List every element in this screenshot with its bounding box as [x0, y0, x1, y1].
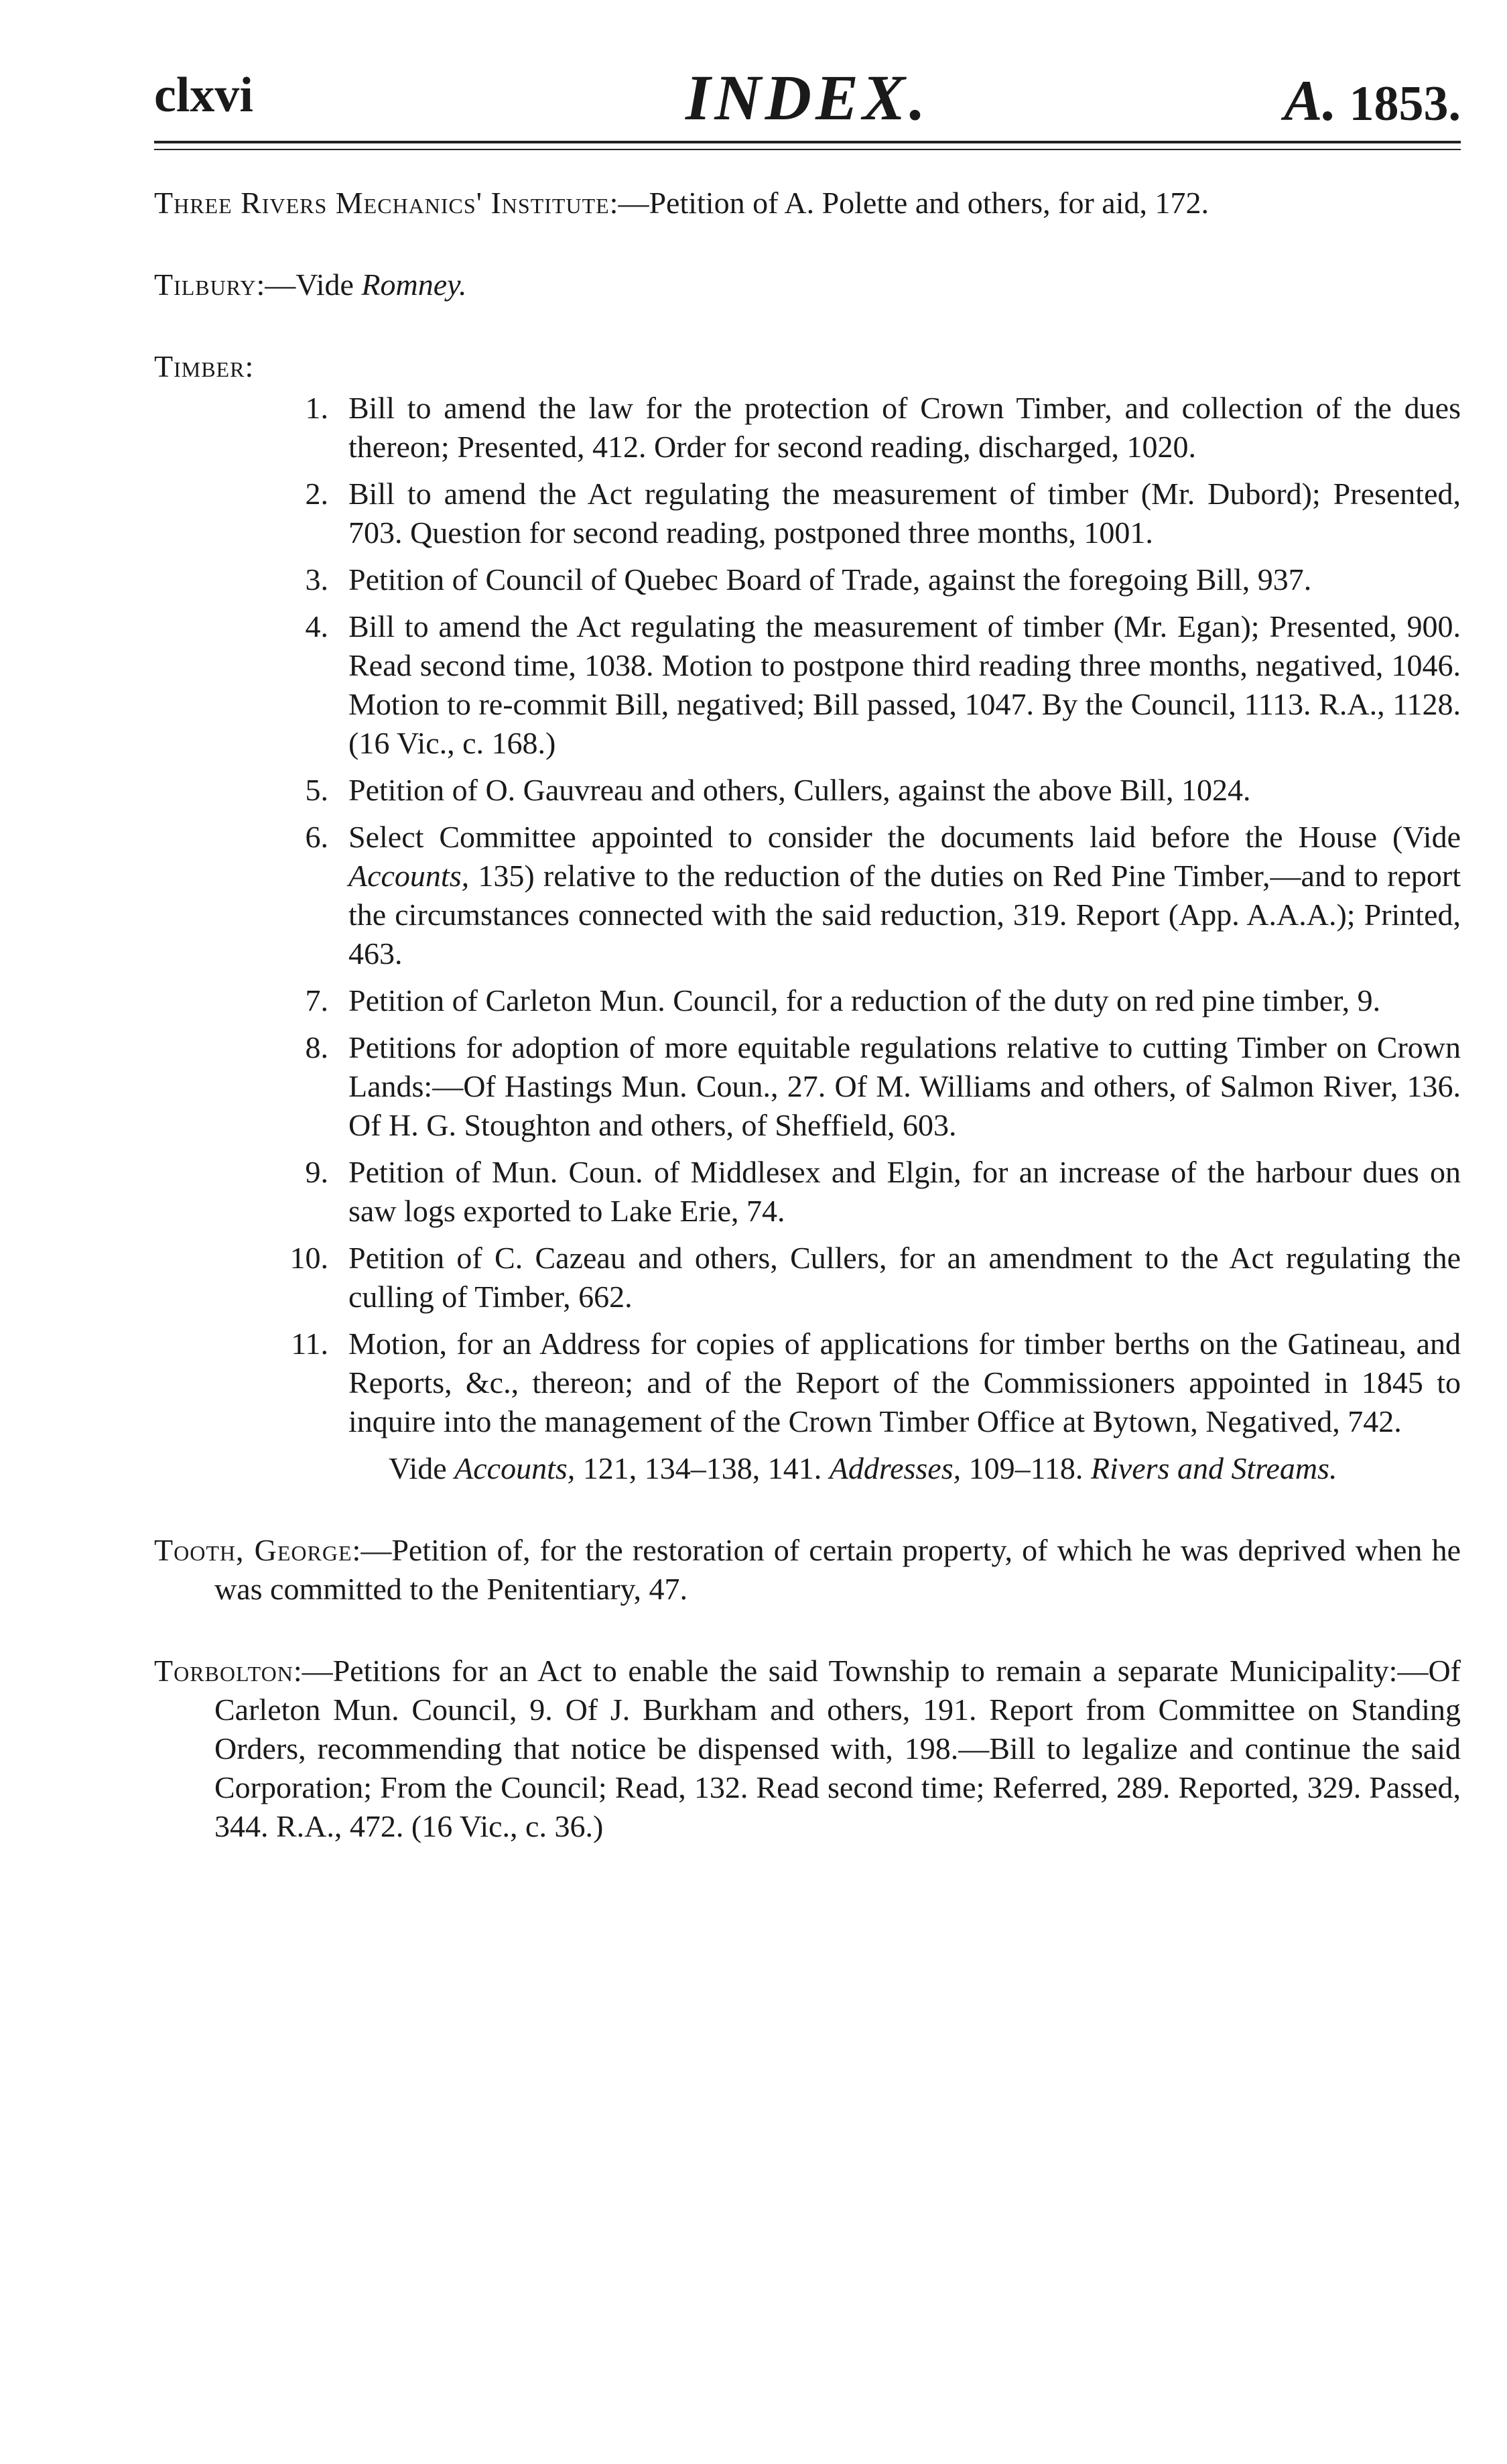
entry-text: :—Petition of, for the restoration of certain property, of which he was deprived when he was committed to the Penitentiary, 47.: [214, 1533, 1461, 1606]
subentry-text: Petition of Carleton Mun. Council, for a reduction of the duty on red pine timber, 9.: [348, 983, 1381, 1018]
entry-head: Timber: [154, 349, 245, 383]
subentry: [214, 1325, 1461, 1441]
subentry-text: Petitions for adoption of more equitable regulations relative to cutting Timber on Crown Lands:—Of Hastings Mun. Coun., 27. Of M. Williams and others, of Salmon River, 136. Of H. G. Stoughton and others, of Sheffield, 603.: [348, 1030, 1461, 1142]
header-rule-thick: [154, 141, 1461, 143]
entry-heading: [154, 347, 1461, 386]
page-header: [154, 40, 1461, 134]
subentry-number: 1.: [305, 391, 328, 425]
vide-pages: 109–118.: [961, 1451, 1091, 1485]
subentry: [214, 475, 1461, 552]
vide-pages: 121, 134–138, 141.: [575, 1451, 830, 1485]
subentry: [214, 389, 1461, 467]
cross-reference: Accounts,: [454, 1451, 576, 1485]
page-folio: clxvi: [154, 68, 253, 123]
cross-reference: Accounts,: [348, 859, 470, 893]
subentry-text: Select Committee appointed to consider the documents laid before the House (Vide: [348, 820, 1461, 854]
entry-tilbury: [154, 265, 1461, 304]
entry-colon: :: [245, 349, 254, 383]
subentry-number: 9.: [305, 1155, 328, 1189]
subentry-text: Bill to amend the law for the protection of Crown Timber, and collection of the dues thereon; Presented, 412. Order for second reading, discharged, 1020.: [348, 391, 1461, 464]
entry-head: Torbolton: [154, 1654, 293, 1688]
subentry-text: Petition of Council of Quebec Board of Trade, against the foregoing Bill, 937.: [348, 562, 1312, 597]
entry-text: :—Petitions for an Act to enable the said Township to remain a separate Municipality:—Of Carleton Mun. Council, 9. Of J. Burkham and others, 191. Report from Committee on Standing Orders, recommending that notice be dispensed with, 198.—Bill to legalize and continue the said Corporation; From the Council; Read, 132. Read second time; Referred, 289. Reported, 329. Passed, 344. R.A., 472. (16 Vic., c. 36.): [214, 1654, 1461, 1843]
entry-text: :—Petition of A. Polette and others, for aid, 172.: [609, 186, 1209, 220]
entry-head: Three Rivers Mechanics' Institute: [154, 186, 610, 220]
subentry: [214, 1239, 1461, 1316]
index-entries: [154, 184, 1461, 1846]
page-title: INDEX.: [685, 62, 930, 133]
entry-tooth-george: [154, 1531, 1461, 1609]
cross-reference: Addresses,: [829, 1451, 962, 1485]
subentry: [214, 771, 1461, 810]
subentry-text: Petition of C. Cazeau and others, Cullers, for an amendment to the Act regulating the culling of Timber, 662.: [348, 1241, 1461, 1314]
subentry-number: 4.: [305, 609, 328, 643]
subentry-number: 5.: [305, 773, 328, 807]
subentry-text: Motion, for an Address for copies of applications for timber berths on the Gatineau, and Reports, &c., thereon; and of the Report of the Commissioners appointed in 1845 to inquire into the management of the Crown Timber Office at Bytown, Negatived, 742.: [348, 1327, 1461, 1438]
subentry-number: 2.: [305, 477, 328, 511]
timber-subentries: [214, 389, 1461, 1441]
year-letter: A.: [1284, 68, 1337, 133]
subentry: [214, 1153, 1461, 1231]
entry-three-rivers: [154, 184, 1461, 223]
subentry-number: 8.: [305, 1030, 328, 1064]
subentry-number: 11.: [291, 1327, 328, 1361]
subentry-text: Bill to amend the Act regulating the measurement of timber (Mr. Egan); Presented, 900. Read second time, 1038. Motion to postpone third reading three months, negatived, 1046. Motion to re-commit Bill, negatived; Bill passed, 1047. By the Council, 1113. R.A., 1128. (16 Vic., c. 168.): [348, 609, 1461, 760]
header-rule-thin: [154, 149, 1461, 150]
subentry: [214, 818, 1461, 973]
subentry-text: Petition of Mun. Coun. of Middlesex and Elgin, for an increase of the harbour dues on saw logs exported to Lake Erie, 74.: [348, 1155, 1461, 1228]
subentry: [214, 607, 1461, 763]
subentry-number: 10.: [289, 1241, 328, 1275]
subentry-text: Petition of O. Gauvreau and others, Cullers, against the above Bill, 1024.: [348, 773, 1251, 807]
subentry-number: 7.: [305, 983, 328, 1018]
cross-reference: Romney.: [361, 267, 467, 302]
page-year: [1284, 67, 1461, 134]
year-number: 1853.: [1349, 76, 1461, 131]
subentry-text: Bill to amend the Act regulating the measurement of timber (Mr. Dubord); Presented, 703. Question for second reading, postponed three months, 1001.: [348, 477, 1461, 550]
cross-reference: Rivers and Streams.: [1090, 1451, 1337, 1485]
subentry: [214, 981, 1461, 1020]
entry-torbolton: [154, 1652, 1461, 1846]
subentry-number: 6.: [305, 820, 328, 854]
subentry-number: 3.: [305, 562, 328, 597]
subentry: [214, 1028, 1461, 1145]
entry-timber: [154, 347, 1461, 1488]
entry-text: :—Vide: [256, 267, 362, 302]
entry-head: Tooth, George: [154, 1533, 352, 1567]
timber-see-also: [214, 1449, 1461, 1488]
subentry-text: 135) relative to the reduction of the duties on Red Pine Timber,—and to report the circumstances connected with the said reduction, 319. Report (App. A.A.A.); Printed, 463.: [348, 859, 1461, 971]
entry-head: Tilbury: [154, 267, 257, 302]
subentry: [214, 560, 1461, 599]
vide-label: Vide: [389, 1451, 455, 1485]
